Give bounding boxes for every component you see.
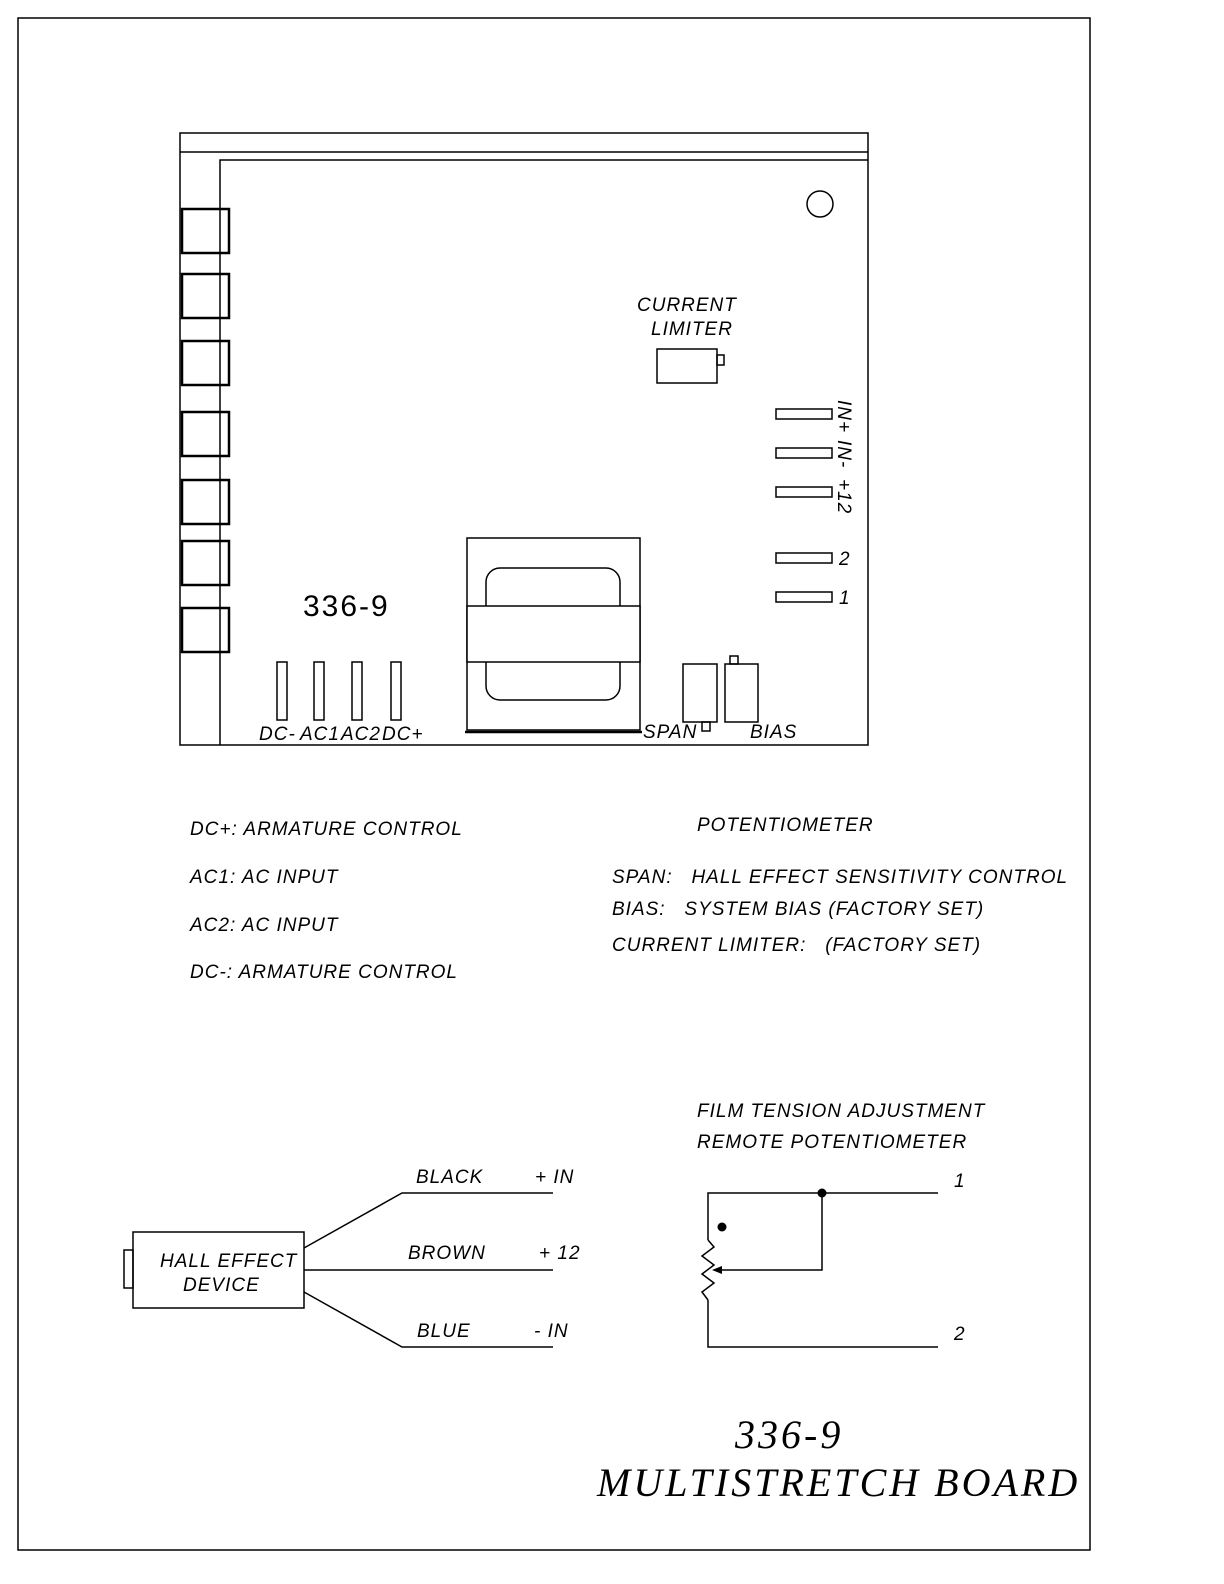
bias-pot [725,664,758,722]
terminal-in-plus [776,409,832,419]
terminal-plus-12-label: +12 [833,479,854,515]
wire-black-terminal: + IN [535,1167,575,1188]
hall-effect-device-label-line2: DEVICE [183,1275,260,1296]
terminal-dc-minus-label: DC- [259,724,296,745]
terminal-ac1 [314,662,324,720]
wire-blue-color: BLUE [417,1321,471,1342]
wire-black-color: BLACK [416,1167,484,1188]
potentiometer-current-limiter: CURRENT LIMITER: (FACTORY SET) [612,935,982,956]
remote-pot-terminal-1: 1 [954,1171,966,1192]
title-number: 336-9 [735,1412,844,1457]
current-limiter-label-line2: LIMITER [651,319,733,340]
hall-effect-device-tab [124,1250,133,1288]
terminal-ac1-label: AC1 [300,724,340,745]
terminal-plus-12 [776,487,832,497]
connector-block [182,209,229,253]
transformer [465,538,642,732]
potentiometer-legend [612,815,1068,956]
terminal-legend [189,819,463,983]
title-name: MULTISTRETCH BOARD [597,1460,1081,1505]
bias-pot-knob [730,656,738,664]
span-label: SPAN [643,722,698,743]
remote-pot-heading-line1: FILM TENSION ADJUSTMENT [697,1101,986,1122]
terminal-in-minus-label: IN- [833,440,854,469]
current-limiter-pot [657,349,717,383]
remote-pot-wire-top [708,1193,938,1240]
terminal-ac2-label: AC2 [341,724,381,745]
right-terminal-strip [776,400,854,609]
circuit-board [180,133,868,745]
mounting-hole [807,191,833,217]
terminal-dc-minus [277,662,287,720]
legend-ac1: AC1: AC INPUT [190,867,339,888]
left-connector-strip [182,209,229,652]
remote-pot-wiper [716,1193,822,1270]
legend-ac2: AC2: AC INPUT [190,915,339,936]
connector-block [182,412,229,456]
terminal-2 [776,553,832,563]
terminal-1-label: 1 [839,588,851,609]
legend-dc-minus: DC-: ARMATURE CONTROL [190,962,458,983]
terminal-in-plus-label: IN+ [833,400,854,434]
connector-block [182,480,229,524]
current-limiter-pot-knob [717,355,724,365]
remote-pot-wire-bottom [708,1300,938,1347]
remote-pot-terminal-2: 2 [954,1324,966,1345]
terminal-ac2 [352,662,362,720]
terminal-dc-plus [391,662,401,720]
current-limiter-label-line1: CURRENT [637,295,737,316]
wire-brown-terminal: + 12 [539,1243,581,1264]
remote-pot-polarity-dot [718,1223,727,1232]
bottom-terminal-strip [259,662,424,745]
terminal-in-minus [776,448,832,458]
bias-label: BIAS [750,722,798,743]
wire-brown-color: BROWN [408,1243,486,1264]
connector-block [182,541,229,585]
connector-block [182,274,229,318]
remote-pot-junction-dot [818,1189,827,1198]
terminal-2-label: 2 [839,549,851,570]
remote-pot-heading-line2: REMOTE POTENTIOMETER [697,1132,968,1153]
connector-block [182,608,229,652]
terminal-dc-plus-label: DC+ [382,724,424,745]
terminal-1 [776,592,832,602]
connector-block [182,341,229,385]
legend-dc-plus: DC+: ARMATURE CONTROL [190,819,463,840]
hall-effect-wiring [124,1167,581,1347]
potentiometer-bias: BIAS: SYSTEM BIAS (FACTORY SET) [612,899,985,920]
hall-effect-device-label-line1: HALL EFFECT [160,1251,298,1272]
wire-blue-terminal: - IN [534,1321,569,1342]
span-pot [683,664,717,722]
potentiometer-span: SPAN: HALL EFFECT SENSITIVITY CONTROL [612,867,1069,888]
transformer-winding [467,606,640,662]
title-block [596,1412,1080,1505]
span-pot-knob [702,722,710,731]
remote-pot-wiper-arrow [712,1266,722,1274]
board-number: 336-9 [303,590,390,623]
potentiometer-heading: POTENTIOMETER [697,815,874,836]
wire-black [304,1193,553,1248]
remote-potentiometer [697,1101,986,1347]
